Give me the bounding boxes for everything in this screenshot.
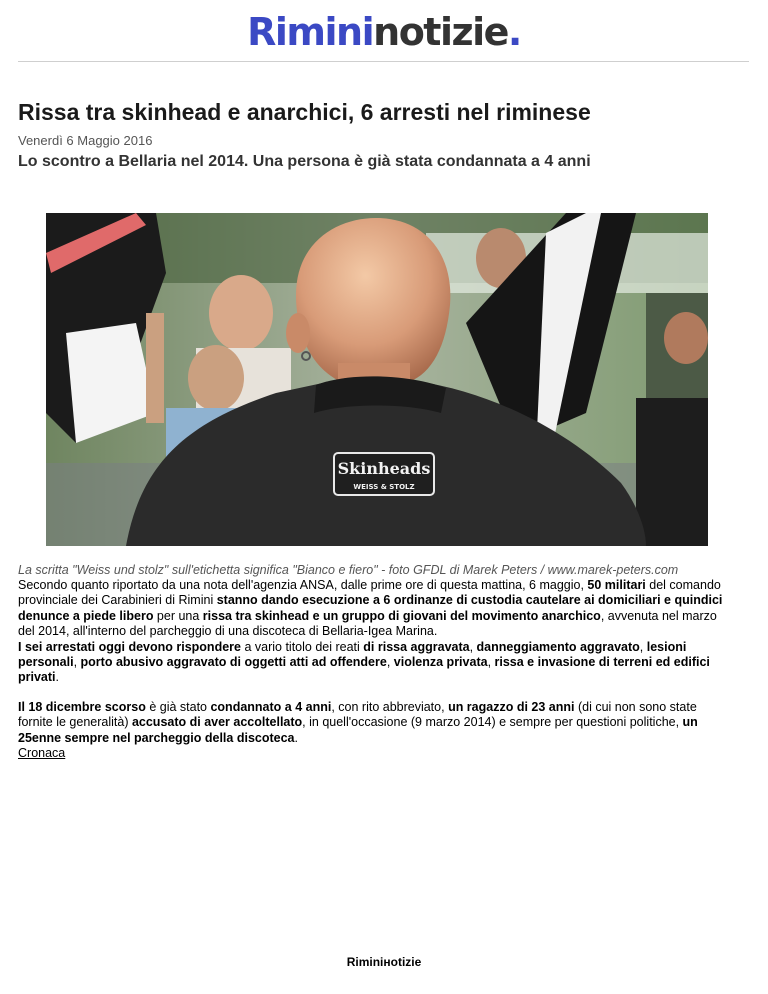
article-subtitle: Lo scontro a Bellaria nel 2014. Una persona è già stata condannata a 4 anni [18, 153, 591, 170]
text-run: Secondo quanto riportato da una nota dell'agenzia ANSA, dalle prime ore di questa mattina, 6 maggio, [18, 578, 588, 592]
text-run: . [294, 730, 298, 745]
site-header [0, 10, 768, 54]
text-run: . [55, 670, 59, 685]
photo-caption: La scritta "Weiss und stolz" sull'etichetta significa "Bianco e fiero" - foto GFDL di Marek Peters / www.marek-peters.com [18, 563, 679, 577]
text-run: , [487, 655, 495, 670]
text-run: , [386, 655, 394, 670]
patch-text-sub: WEISS & STOLZ [353, 483, 415, 491]
text-run: , in quell'occasione (9 marzo 2014) e sempre per questioni politiche, [302, 715, 683, 730]
text-run-bold: porto abusivo aggravato di oggetti atti ad offendere [80, 655, 387, 670]
text-run: , [639, 639, 647, 654]
article-body [18, 578, 734, 761]
article-date: Venerdì 6 Maggio 2016 [18, 133, 153, 148]
site-logo[interactable] [247, 10, 521, 54]
text-run-bold: Il 18 dicembre scorso [18, 699, 146, 714]
text-run-bold: lesioni personali [18, 639, 687, 670]
text-run-bold: rissa tra skinhead e un gruppo di giovani del movimento anarchico [202, 608, 601, 623]
photo-illustration [46, 213, 708, 546]
text-run-bold: 50 militari [587, 578, 646, 592]
text-run: del comando provinciale dei Carabinieri di Rimini [18, 578, 721, 608]
text-run: , [73, 655, 81, 670]
text-run-bold: rissa e invasione di terreni ed edifici privati [18, 655, 710, 685]
category-link[interactable]: Cronaca [18, 746, 66, 761]
header-divider [18, 61, 749, 62]
text-run-bold: accusato di aver accoltellato [131, 715, 303, 730]
text-run-bold: di rissa aggravata [363, 639, 470, 654]
text-run: , avvenuta nel marzo del 2014, all'interno del parcheggio di una discoteca di Bellaria-Igea Marina. [18, 608, 717, 639]
text-run-bold: un 25enne sempre nel parcheggio della discoteca [18, 715, 698, 745]
text-run: per una [153, 608, 203, 623]
text-run: a vario titolo dei reati [240, 639, 364, 654]
logo-part-notizie: notizie [373, 10, 508, 54]
text-run-bold: stanno dando esecuzione a 6 ordinanze di custodia cautelare ai domiciliari e quindici denunce a piede libero [18, 593, 723, 623]
paragraph-3 [18, 700, 734, 746]
article-photo [46, 213, 708, 546]
paragraph-spacer [18, 686, 734, 700]
text-run-bold: un ragazzo di 23 anni [448, 699, 575, 714]
text-run: , con rito abbreviato, [331, 699, 449, 714]
logo-dot: . [507, 10, 521, 54]
text-run: (di cui non sono state fornite le generalità) [18, 699, 697, 730]
paragraph-1 [18, 578, 734, 640]
logo-part-rimini: Rimini [247, 10, 374, 54]
text-run-bold: danneggiamento aggravato [476, 639, 640, 654]
text-run-bold: I sei arrestati oggi devono rispondere [18, 639, 241, 654]
article-title: Rissa tra skinhead e anarchici, 6 arresti nel riminese [18, 99, 591, 125]
text-run: è già stato [145, 699, 211, 714]
text-run: , [469, 639, 477, 654]
text-run-bold: violenza privata [393, 655, 488, 670]
paragraph-2 [18, 640, 734, 686]
page-footer: Riminінotizie [346, 955, 422, 969]
text-run-bold: condannato a 4 anni [210, 699, 332, 714]
patch-text-main: Skinheads [337, 459, 431, 478]
